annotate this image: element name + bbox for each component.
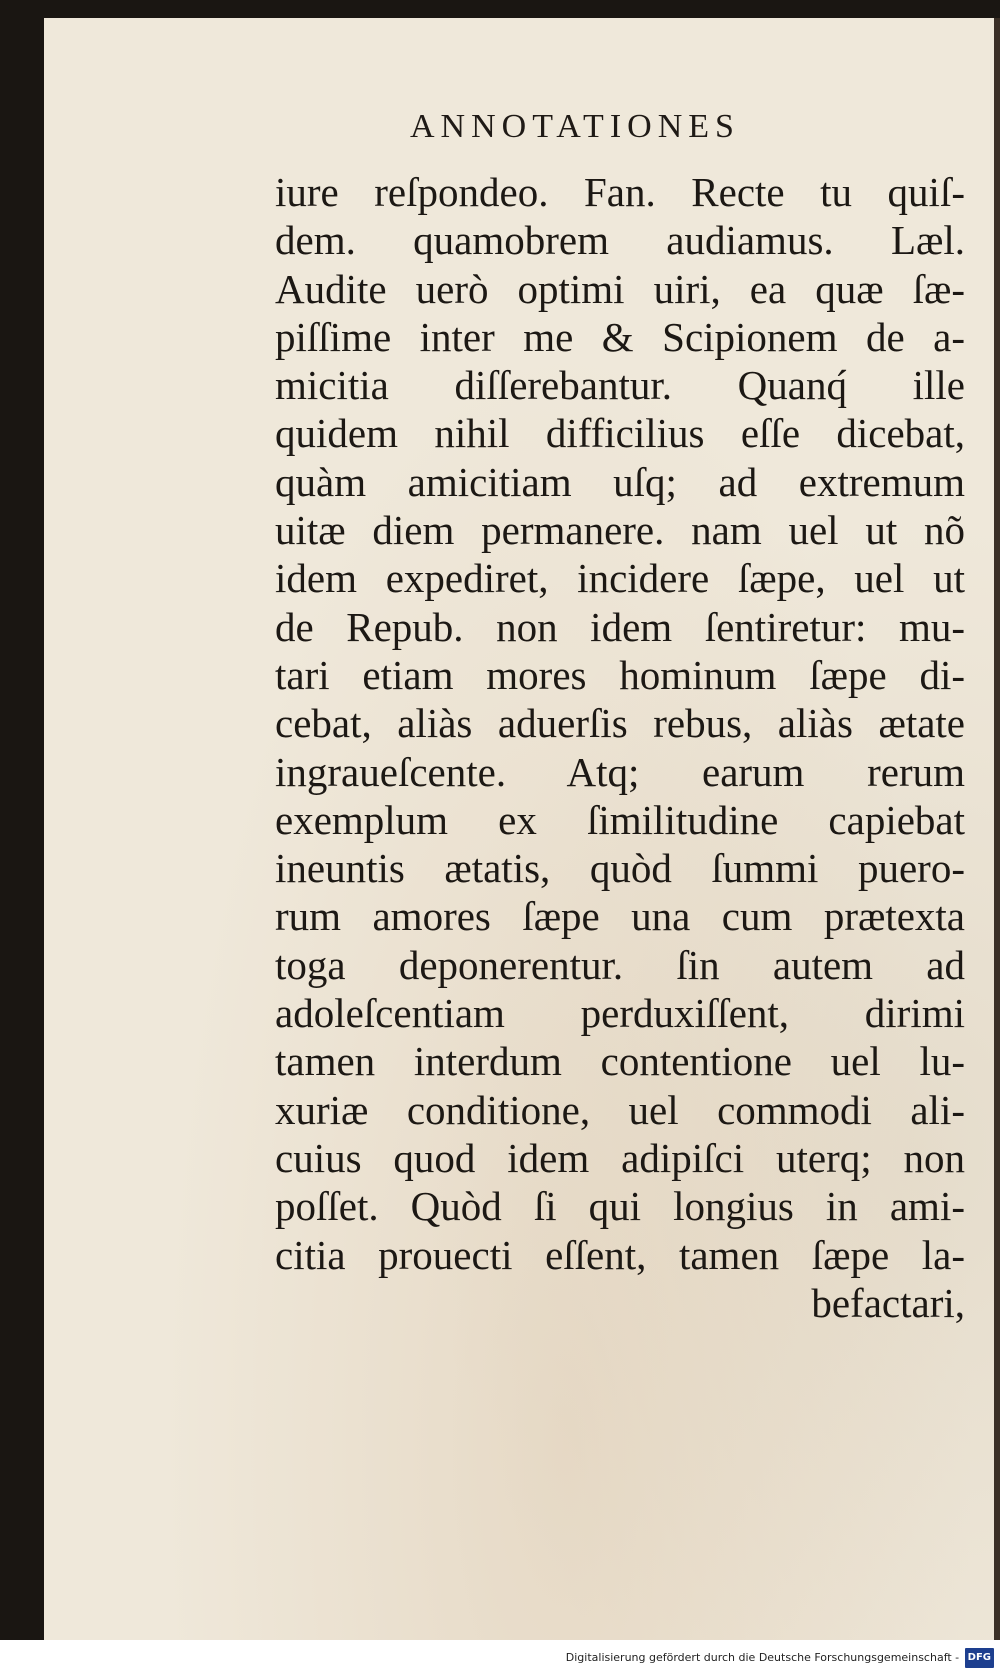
- digitization-credit: [0, 1648, 1000, 1675]
- text-line: adoleſcentiam perduxiſſent, dirimi: [275, 990, 965, 1037]
- dfg-logo: DFG: [965, 1648, 994, 1668]
- text-line: xuriæ conditione, uel commodi ali-: [275, 1086, 965, 1133]
- text-line: iure reſpondeo. Fan. Recte tu quiſ-: [275, 169, 965, 215]
- text-line: dem. quamobrem audiamus. Læl.: [275, 217, 965, 264]
- text-line: toga deponerentur. ſin autem ad: [275, 941, 965, 988]
- text-line: tamen interdum contentione uel lu-: [275, 1038, 965, 1085]
- text-line: uitæ diem permanere. nam uel ut nõ: [275, 507, 965, 554]
- page-edge: [994, 18, 1000, 1640]
- text-line: cuius quod idem adipiſci uterq; non: [275, 1134, 965, 1181]
- text-line: quàm amicitiam uſq; ad extremum: [275, 458, 965, 505]
- text-line: ingraueſcente. Atq; earum rerum: [275, 748, 965, 795]
- text-line: exemplum ex ſimilitudine capiebat: [275, 796, 965, 843]
- text-line: micitia diſſerebantur. Quanq́ ille: [275, 362, 965, 409]
- text-line: poſſet. Quòd ſi qui longius in ami-: [275, 1183, 965, 1230]
- text-line: ineuntis ætatis, quòd ſummi puero-: [275, 845, 965, 892]
- text-line: de Repub. non idem ſentiretur: mu-: [275, 603, 965, 650]
- text-line: rum amores ſæpe una cum prætexta: [275, 893, 965, 940]
- catchword: befactari,: [811, 1279, 965, 1326]
- text-line: piſſime inter me & Scipionem de a-: [275, 313, 965, 360]
- running-head: ANNOTATIONES: [410, 108, 740, 145]
- text-line: citia prouecti eſſent, tamen ſæpe la-: [275, 1231, 965, 1278]
- credit-text: Digitalisierung gefördert durch die Deutsche Forschungsgemeinschaft -: [565, 1651, 960, 1664]
- text-line: tari etiam mores hominum ſæpe di-: [275, 651, 965, 698]
- text-line: Audite uerò optimi uiri, ea quæ ſæ-: [275, 265, 965, 312]
- text-line: quidem nihil difficilius eſſe dicebat,: [275, 410, 965, 457]
- body-text: [275, 168, 965, 1327]
- text-line: idem expediret, incidere ſæpe, uel ut: [275, 555, 965, 602]
- text-line: cebat, aliàs aduerſis rebus, aliàs ætate: [275, 700, 965, 747]
